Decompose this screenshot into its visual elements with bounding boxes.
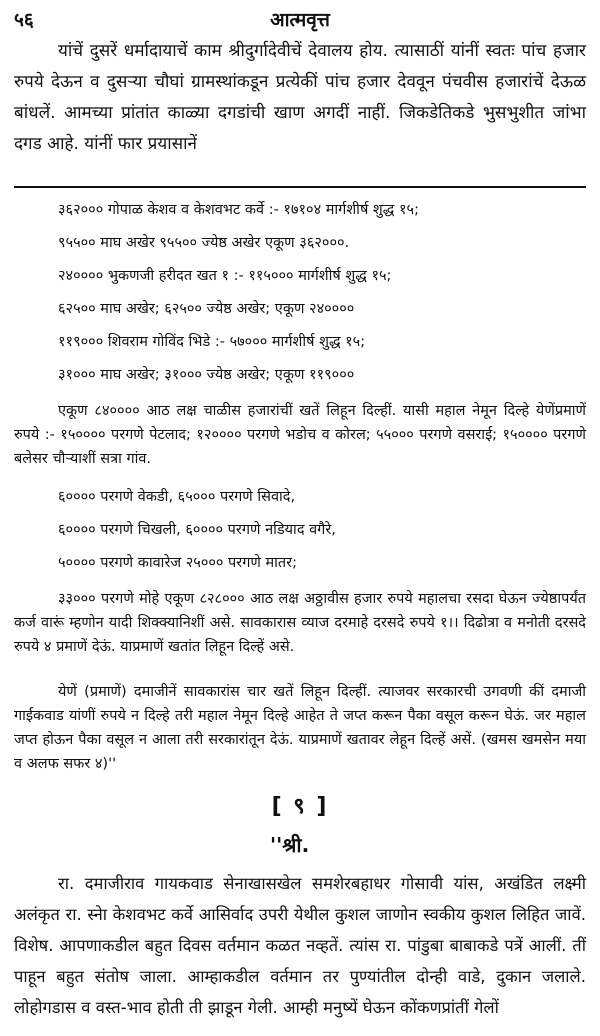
footnote-line: ६०००० परगणे चिखली, ६०००० परगणे नडियाद वगैरे, [58,522,336,538]
page-number: ५६ [14,9,34,31]
letter-paragraph: रा. दमाजीराव गायकवाड सेनाखासखेल समशेरबहाधर गोसावी यांस, अखंडित लक्ष्मी अलंकृत रा. स्नेा केशवभट कर्वे आसिर्वाद उपरी येथील कुशल जाणोन स्वकीय कुशल लिहित जावें. विशेष. आपणाकडील बहुत दिवस वर्तमान कळत नव्हतें. त्यांस रा. पांडुबा बाबाकडे पत्रें आलीं. तीं पाहून बहुत संतोष जाला. आम्हाकडील वर्तमान तर पुण्यांतील दोन्ही वाडे, दुकान जलाले. लोहोगडास व वस्त-भाव होती ती झाडून गेली. आम्ही मनुष्यें घेऊन कोंकणप्रांतीं गेलों [14,874,586,1017]
page-header [0,0,600,40]
footnote-line: ६०००० परगणे वेकडी, ६५००० परगणे सिवादे, [58,489,296,505]
footnote-line: ५०००० परगणे कावारेज २५००० परगणे मातर; [58,555,297,571]
footnote-line: ११९००० शिवराम गोविंद भिडे :- ५७००० मार्गशीर्ष शुद्ध १५; [58,334,366,350]
footnote-paragraph: ३३००० परगणे मोहे एकूण ८२८००० आठ लक्ष अठ्ठावीस हजार रुपये महालचा रसदा घेऊन ज्येष्ठापर्यंत कर्ज वारूं म्हणोन यादी शिक्क्यानिशीं असे. सावकारास व्याज दरमाहे दरसदे रुपये १।। दिढोत्रा व मनोती दरसदे रुपये ४ प्रमाणें देऊं. याप्रमाणें खतांत लिहून दिल्हें असे. [14,591,586,655]
footnote-separator-rule [14,186,586,188]
body-paragraph-continued: यांचें दुसरें धर्मादायाचें काम श्रीदुर्गादेवीचें देवालय होय. त्यासाठीं यांनीं स्वतः पांच हजार रुपये देऊन व दुसऱ्या चौघां ग्रामस्थांकडून प्रत्येकीं पांच हजार देववून पंचवीस हजारांचें देऊळ बांधलें. आमच्या प्रांतांत काळ्या दगडांची खाण अगदीं नाहीं. जिकडेतिकडे भुसभुशीत जांभा दगड आहे. यांनीं फार प्रयासानें [14,41,586,154]
running-title: आत्मवृत्त [270,9,330,31]
footnote-line: ९५५०० माघ अखेर ९५५०० ज्येष्ठ अखेर एकूण ३६२०००. [58,235,350,251]
invocation-heading: ''श्री. [270,833,310,857]
footnote-paragraph: एकूण ८४०००० आठ लक्ष चाळीस हजारांचीं खतें लिहून दिल्हीं. यासी महाल नेमून दिल्हे येणेंप्रमाणें रुपये :- १५०००० परगणे पेटलाद; १२०००० परगणे भडोच व कोरल; ५५००० परगणे वसराई; १५०००० परगणे बलेसर चौऱ्याशीं सत्रा गांव. [14,403,586,467]
footnote-line: ३१००० माघ अखेर; ३१००० ज्येष्ठ अखेर; एकूण ११९००० [58,367,355,383]
footnote-paragraph: येणें (प्रमाणें) दमाजीनें सावकारांस चार खतें लिहून दिल्हीं. त्याजवर सरकारची उगवणी कीं दमाजी गाईकवाड यांणीं रुपये न दिल्हे तरी महाल नेमून दिल्हे आहेत ते जप्त करून पैका वसूल करून घेऊं. जर महाल जप्त होऊन पैका वसूल न आला तरी सरकारांतून देऊं. याप्रमाणें खतावर लेहून दिल्हें असें. (खमस खमसेन मया व अलफ सफर ४)'' [14,684,586,772]
footnote-line: ३६२००० गोपाळ केशव व केशवभट कर्वे :- १७१०४ मार्गशीर्ष शुद्ध १५; [58,202,419,218]
document-number: [ ९ ] [271,794,329,819]
footnote-line: २४०००० भुकणजी हरीदत खत १ :- ११५००० मार्गशीर्ष शुद्ध १५; [58,268,392,284]
footnote-line: ६२५०० माघ अखेर; ६२५०० ज्येष्ठ अखेर; एकूण २४०००० [58,301,355,317]
